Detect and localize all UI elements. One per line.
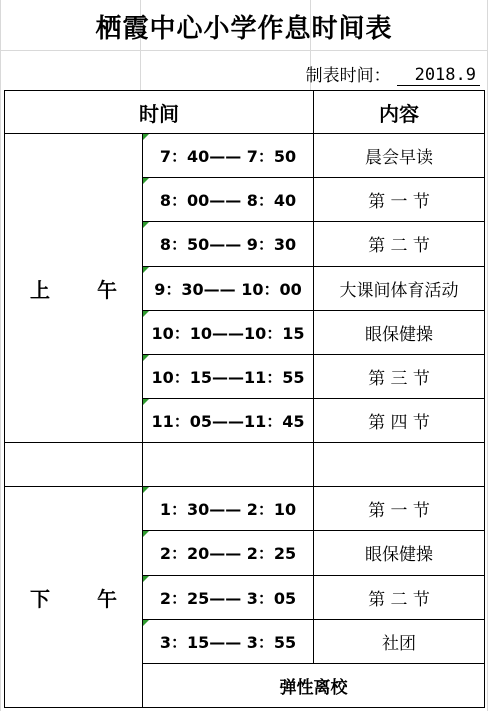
time-cell[interactable]: 10：10——10：15 bbox=[143, 310, 314, 354]
content-cell[interactable]: 大课间体育活动 bbox=[314, 266, 485, 310]
blank-cell[interactable] bbox=[5, 443, 143, 487]
content-cell[interactable]: 第 二 节 bbox=[314, 575, 485, 619]
time-cell[interactable]: 9：30—— 10：00 bbox=[143, 266, 314, 310]
header-time[interactable]: 时间 bbox=[5, 91, 314, 134]
gridline bbox=[0, 0, 1, 711]
content-cell[interactable]: 第 四 节 bbox=[314, 398, 485, 442]
time-cell[interactable]: 8：50—— 9：30 bbox=[143, 222, 314, 266]
content-cell[interactable]: 晨会早读 bbox=[314, 134, 485, 178]
made-date-line bbox=[306, 56, 480, 86]
period-afternoon-label: 下 午 bbox=[30, 586, 137, 611]
time-cell[interactable]: 2：20—— 2：25 bbox=[143, 531, 314, 575]
content-cell[interactable]: 第 三 节 bbox=[314, 354, 485, 398]
content-cell[interactable]: 眼保健操 bbox=[314, 310, 485, 354]
made-date-label: 制表时间： bbox=[305, 66, 391, 86]
time-cell[interactable]: 7：40—— 7：50 bbox=[143, 134, 314, 178]
blank-cell[interactable] bbox=[314, 443, 485, 487]
period-morning[interactable] bbox=[5, 134, 143, 443]
blank-cell[interactable] bbox=[143, 443, 314, 487]
time-cell[interactable]: 10：15——11：55 bbox=[143, 354, 314, 398]
made-date-value: 2018.9 bbox=[397, 65, 480, 86]
time-cell[interactable]: 2：25—— 3：05 bbox=[143, 575, 314, 619]
period-morning-label: 上 午 bbox=[30, 277, 137, 302]
time-cell[interactable]: 11：05——11：45 bbox=[143, 398, 314, 442]
content-cell[interactable]: 第 一 节 bbox=[314, 178, 485, 222]
gridline bbox=[0, 50, 488, 51]
period-afternoon[interactable] bbox=[5, 487, 143, 708]
dismissal-cell[interactable]: 弹性离校 bbox=[143, 663, 485, 707]
content-cell[interactable]: 眼保健操 bbox=[314, 531, 485, 575]
content-cell[interactable]: 第 一 节 bbox=[314, 487, 485, 531]
content-cell[interactable]: 社团 bbox=[314, 619, 485, 663]
time-cell[interactable]: 3：15—— 3：55 bbox=[143, 619, 314, 663]
page-title: 栖霞中心小学作息时间表 bbox=[95, 13, 393, 44]
time-cell[interactable]: 8：00—— 8：40 bbox=[143, 178, 314, 222]
schedule-table bbox=[4, 90, 485, 708]
time-cell[interactable]: 1：30—— 2：10 bbox=[143, 487, 314, 531]
content-cell[interactable]: 第 二 节 bbox=[314, 222, 485, 266]
header-content[interactable]: 内容 bbox=[314, 91, 485, 134]
